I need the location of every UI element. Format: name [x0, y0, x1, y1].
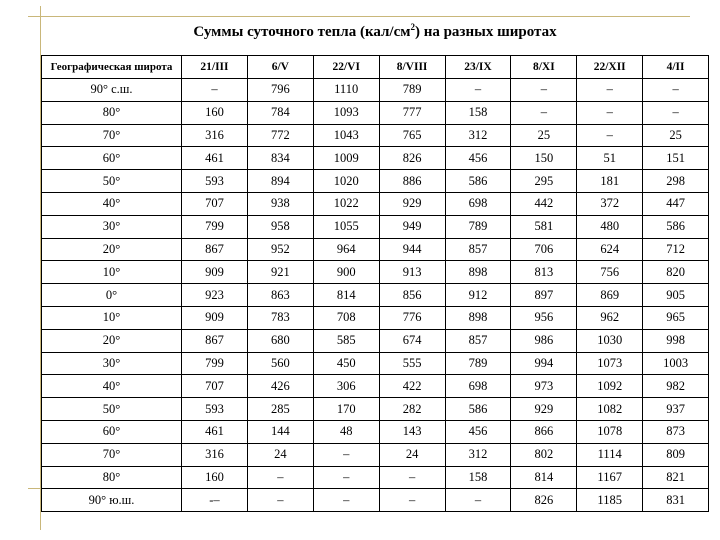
value-cell: – — [577, 79, 643, 102]
header-row — [42, 56, 709, 79]
value-cell: 799 — [182, 352, 248, 375]
value-cell: 586 — [445, 398, 511, 421]
value-cell: 912 — [445, 284, 511, 307]
value-cell: 160 — [182, 101, 248, 124]
value-cell: 994 — [511, 352, 577, 375]
value-cell: 712 — [643, 238, 709, 261]
value-cell: 965 — [643, 306, 709, 329]
column-header: 4/II — [643, 56, 709, 79]
table-row — [42, 284, 709, 307]
value-cell: 789 — [445, 352, 511, 375]
value-cell: 777 — [379, 101, 445, 124]
value-cell: 898 — [445, 261, 511, 284]
value-cell: – — [182, 79, 248, 102]
latitude-cell: 70° — [42, 124, 182, 147]
value-cell: 707 — [182, 192, 248, 215]
value-cell: 776 — [379, 306, 445, 329]
value-cell: 765 — [379, 124, 445, 147]
value-cell: – — [313, 489, 379, 512]
value-cell: 706 — [511, 238, 577, 261]
decorative-top-line — [28, 16, 690, 17]
value-cell: – — [577, 101, 643, 124]
page-title — [41, 22, 709, 41]
value-cell: 796 — [247, 79, 313, 102]
value-cell: 25 — [511, 124, 577, 147]
value-cell: 25 — [643, 124, 709, 147]
value-cell: 867 — [182, 238, 248, 261]
value-cell: 756 — [577, 261, 643, 284]
table-row — [42, 420, 709, 443]
latitude-cell: 10° — [42, 306, 182, 329]
value-cell: 170 — [313, 398, 379, 421]
value-cell: 158 — [445, 101, 511, 124]
value-cell: 789 — [445, 215, 511, 238]
heat-table — [41, 55, 709, 512]
value-cell: 821 — [643, 466, 709, 489]
value-cell: 295 — [511, 170, 577, 193]
value-cell: 1167 — [577, 466, 643, 489]
value-cell: 480 — [577, 215, 643, 238]
value-cell: 869 — [577, 284, 643, 307]
value-cell: 707 — [182, 375, 248, 398]
value-cell: 593 — [182, 398, 248, 421]
value-cell: 938 — [247, 192, 313, 215]
latitude-cell: 60° — [42, 147, 182, 170]
value-cell: 982 — [643, 375, 709, 398]
value-cell: 867 — [182, 329, 248, 352]
value-cell: 372 — [577, 192, 643, 215]
value-cell: 456 — [445, 420, 511, 443]
value-cell: 1055 — [313, 215, 379, 238]
value-cell: 949 — [379, 215, 445, 238]
value-cell: 905 — [643, 284, 709, 307]
latitude-cell: 20° — [42, 238, 182, 261]
value-cell: 1078 — [577, 420, 643, 443]
value-cell: 898 — [445, 306, 511, 329]
column-header: 8/XI — [511, 56, 577, 79]
value-cell: 151 — [643, 147, 709, 170]
value-cell: 772 — [247, 124, 313, 147]
value-cell: 973 — [511, 375, 577, 398]
table-row — [42, 443, 709, 466]
value-cell: 998 — [643, 329, 709, 352]
value-cell: 894 — [247, 170, 313, 193]
table-row — [42, 101, 709, 124]
value-cell: 1114 — [577, 443, 643, 466]
value-cell: 181 — [577, 170, 643, 193]
value-cell: 461 — [182, 147, 248, 170]
latitude-cell: 10° — [42, 261, 182, 284]
value-cell: 834 — [247, 147, 313, 170]
value-cell: 51 — [577, 147, 643, 170]
value-cell: – — [577, 124, 643, 147]
value-cell: 909 — [182, 261, 248, 284]
table-row — [42, 398, 709, 421]
value-cell: 442 — [511, 192, 577, 215]
value-cell: 426 — [247, 375, 313, 398]
value-cell: 1073 — [577, 352, 643, 375]
value-cell: 593 — [182, 170, 248, 193]
value-cell: 897 — [511, 284, 577, 307]
value-cell: 886 — [379, 170, 445, 193]
value-cell: 581 — [511, 215, 577, 238]
value-cell: 586 — [445, 170, 511, 193]
value-cell: 929 — [379, 192, 445, 215]
value-cell: – — [643, 79, 709, 102]
value-cell: 560 — [247, 352, 313, 375]
value-cell: 447 — [643, 192, 709, 215]
table-row — [42, 192, 709, 215]
value-cell: 24 — [379, 443, 445, 466]
latitude-cell: 40° — [42, 192, 182, 215]
value-cell: 708 — [313, 306, 379, 329]
value-cell: 150 — [511, 147, 577, 170]
value-cell: 909 — [182, 306, 248, 329]
value-cell: 820 — [643, 261, 709, 284]
value-cell: 674 — [379, 329, 445, 352]
value-cell: 799 — [182, 215, 248, 238]
table-row — [42, 261, 709, 284]
value-cell: 422 — [379, 375, 445, 398]
value-cell: 312 — [445, 443, 511, 466]
value-cell: 831 — [643, 489, 709, 512]
latitude-cell: 50° — [42, 170, 182, 193]
value-cell: 826 — [379, 147, 445, 170]
value-cell: 857 — [445, 329, 511, 352]
value-cell: 944 — [379, 238, 445, 261]
value-cell: 312 — [445, 124, 511, 147]
value-cell: 698 — [445, 192, 511, 215]
value-cell: 784 — [247, 101, 313, 124]
value-cell: – — [313, 443, 379, 466]
latitude-cell: 0° — [42, 284, 182, 307]
value-cell: 450 — [313, 352, 379, 375]
value-cell: 555 — [379, 352, 445, 375]
table-row — [42, 306, 709, 329]
value-cell: – — [247, 466, 313, 489]
latitude-cell: 80° — [42, 101, 182, 124]
value-cell: – — [445, 489, 511, 512]
value-cell: 923 — [182, 284, 248, 307]
latitude-cell: 40° — [42, 375, 182, 398]
value-cell: – — [379, 489, 445, 512]
title-tail: ) на разных широтах — [414, 24, 557, 40]
table-row — [42, 489, 709, 512]
value-cell: 143 — [379, 420, 445, 443]
value-cell: – — [643, 101, 709, 124]
value-cell: 1022 — [313, 192, 379, 215]
value-cell: 814 — [511, 466, 577, 489]
value-cell: – — [445, 79, 511, 102]
table-row — [42, 466, 709, 489]
value-cell: 585 — [313, 329, 379, 352]
column-header: 6/V — [247, 56, 313, 79]
column-header: 21/III — [182, 56, 248, 79]
column-header: 8/VIII — [379, 56, 445, 79]
value-cell: 900 — [313, 261, 379, 284]
value-cell: 986 — [511, 329, 577, 352]
value-cell: 158 — [445, 466, 511, 489]
table-row — [42, 352, 709, 375]
value-cell: 956 — [511, 306, 577, 329]
value-cell: 826 — [511, 489, 577, 512]
latitude-cell: 50° — [42, 398, 182, 421]
table-row — [42, 124, 709, 147]
value-cell: 144 — [247, 420, 313, 443]
value-cell: 863 — [247, 284, 313, 307]
value-cell: 929 — [511, 398, 577, 421]
latitude-cell: 90° с.ш. — [42, 79, 182, 102]
value-cell: – — [511, 101, 577, 124]
table-row — [42, 170, 709, 193]
column-header: Географическая широта — [42, 56, 182, 79]
value-cell: 937 — [643, 398, 709, 421]
latitude-cell: 90° ю.ш. — [42, 489, 182, 512]
table-row — [42, 329, 709, 352]
value-cell: 24 — [247, 443, 313, 466]
value-cell: 873 — [643, 420, 709, 443]
value-cell: 298 — [643, 170, 709, 193]
value-cell: 316 — [182, 124, 248, 147]
value-cell: 1110 — [313, 79, 379, 102]
value-cell: 857 — [445, 238, 511, 261]
value-cell: 913 — [379, 261, 445, 284]
latitude-cell: 60° — [42, 420, 182, 443]
value-cell: 809 — [643, 443, 709, 466]
value-cell: 964 — [313, 238, 379, 261]
value-cell: 461 — [182, 420, 248, 443]
value-cell: 1185 — [577, 489, 643, 512]
value-cell: 866 — [511, 420, 577, 443]
value-cell: 285 — [247, 398, 313, 421]
value-cell: 680 — [247, 329, 313, 352]
value-cell: 624 — [577, 238, 643, 261]
value-cell: 306 — [313, 375, 379, 398]
column-header: 22/XII — [577, 56, 643, 79]
value-cell: 698 — [445, 375, 511, 398]
value-cell: 1092 — [577, 375, 643, 398]
table-row — [42, 79, 709, 102]
value-cell: 282 — [379, 398, 445, 421]
latitude-cell: 30° — [42, 215, 182, 238]
value-cell: 962 — [577, 306, 643, 329]
column-header: 22/VI — [313, 56, 379, 79]
latitude-cell: 70° — [42, 443, 182, 466]
value-cell: 813 — [511, 261, 577, 284]
table-row — [42, 215, 709, 238]
value-cell: 1030 — [577, 329, 643, 352]
value-cell: 1082 — [577, 398, 643, 421]
table-body — [42, 79, 709, 512]
value-cell: 921 — [247, 261, 313, 284]
table-row — [42, 147, 709, 170]
value-cell: – — [511, 79, 577, 102]
value-cell: – — [313, 466, 379, 489]
value-cell: 456 — [445, 147, 511, 170]
table-row — [42, 238, 709, 261]
value-cell: – — [379, 466, 445, 489]
value-cell: 952 — [247, 238, 313, 261]
title-text: Суммы суточного тепла (кал/см — [193, 24, 411, 40]
latitude-cell: 80° — [42, 466, 182, 489]
value-cell: – — [247, 489, 313, 512]
value-cell: 814 — [313, 284, 379, 307]
table-row — [42, 375, 709, 398]
value-cell: 586 — [643, 215, 709, 238]
value-cell: 1009 — [313, 147, 379, 170]
value-cell: 856 — [379, 284, 445, 307]
value-cell: 789 — [379, 79, 445, 102]
value-cell: 1020 — [313, 170, 379, 193]
value-cell: 48 — [313, 420, 379, 443]
latitude-cell: 20° — [42, 329, 182, 352]
value-cell: 1003 — [643, 352, 709, 375]
value-cell: -– — [182, 489, 248, 512]
value-cell: 160 — [182, 466, 248, 489]
title-superscript: 2 — [410, 22, 415, 32]
value-cell: 316 — [182, 443, 248, 466]
value-cell: 1093 — [313, 101, 379, 124]
value-cell: 958 — [247, 215, 313, 238]
latitude-cell: 30° — [42, 352, 182, 375]
column-header: 23/IX — [445, 56, 511, 79]
value-cell: 783 — [247, 306, 313, 329]
value-cell: 1043 — [313, 124, 379, 147]
value-cell: 802 — [511, 443, 577, 466]
